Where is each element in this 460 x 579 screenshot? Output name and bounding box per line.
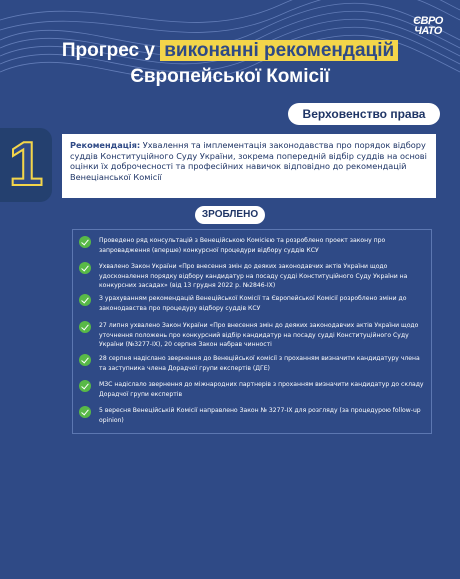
- list-item-text: 28 серпня надіслано звернення до Венеційської комісії з проханням визначити кандидатуру члена та заступника члена Дорадчої групи експертів (ДГЕ): [99, 355, 420, 372]
- title-highlight: виконанні рекомендацій: [160, 40, 398, 61]
- list-item-text: З урахуванням рекомендацій Венеційської Комісії та Європейської Комісії розроблено зміни до законодавства про процедуру відбору суддів КСУ: [99, 295, 407, 312]
- list-item-text: Проведено ряд консультацій з Венеційською Комісією та розроблено проект закону про запровадження (вперше) конкурсної процедури відбору суддів КСУ: [99, 237, 386, 254]
- page-title: [0, 38, 460, 90]
- recommendation-label: Рекомендація:: [70, 140, 141, 150]
- recommendation-box: [62, 134, 436, 198]
- check-icon: [79, 406, 91, 418]
- list-item-text: 5 вересня Венеційській Комісії направлено Закон № 3277-IX для розгляду (за процедурою follow-up opinion): [99, 407, 421, 424]
- title-line2: Європейської Комісії: [130, 66, 330, 87]
- list-item-text: 27 липня ухвалено Закон України «Про внесення змін до деяких законодавчих актів України щодо уточнення положень про конкурсний відбір кандидатур на посаду судді Конституційного Суду України (№3277-IX), 20 серпня Закон набрав чинності: [99, 322, 419, 348]
- check-icon: [79, 262, 91, 274]
- check-icon: [79, 380, 91, 392]
- check-icon: [79, 294, 91, 306]
- section-tag: Верховенство права: [288, 103, 440, 125]
- check-icon: [79, 321, 91, 333]
- done-tag: ЗРОБЛЕНО: [195, 206, 265, 224]
- list-item-text: Ухвалено Закон України «Про внесення змін до деяких законодавчих актів України щодо удосконалення порядку відбору кандидатур на посаду судді Конституційного Суду України на конкурсних засадах» (від 13 грудня 2022 р. №2846-IX): [99, 263, 408, 289]
- recommendation-text: Ухвалення та імплементація законодавства про порядок відбору суддів Конституційного Суду України, зокрема попередній відбір суддів на основі оцінки їх доброчесності та професійних навичок відповідно до рекомендацій Венеціанської Комісії: [70, 140, 427, 182]
- brand-logo: ЄВРО ЧАТО: [413, 15, 443, 37]
- check-icon: [79, 354, 91, 366]
- list-item-text: МЗС надіслало звернення до міжнародних партнерів з проханням визначити кандидатур до складу Дорадчої групи експертів: [99, 381, 424, 398]
- title-prefix: Прогрес у: [61, 40, 161, 61]
- recommendation-number: 1: [8, 130, 44, 199]
- done-list: [72, 229, 432, 434]
- check-icon: [79, 236, 91, 248]
